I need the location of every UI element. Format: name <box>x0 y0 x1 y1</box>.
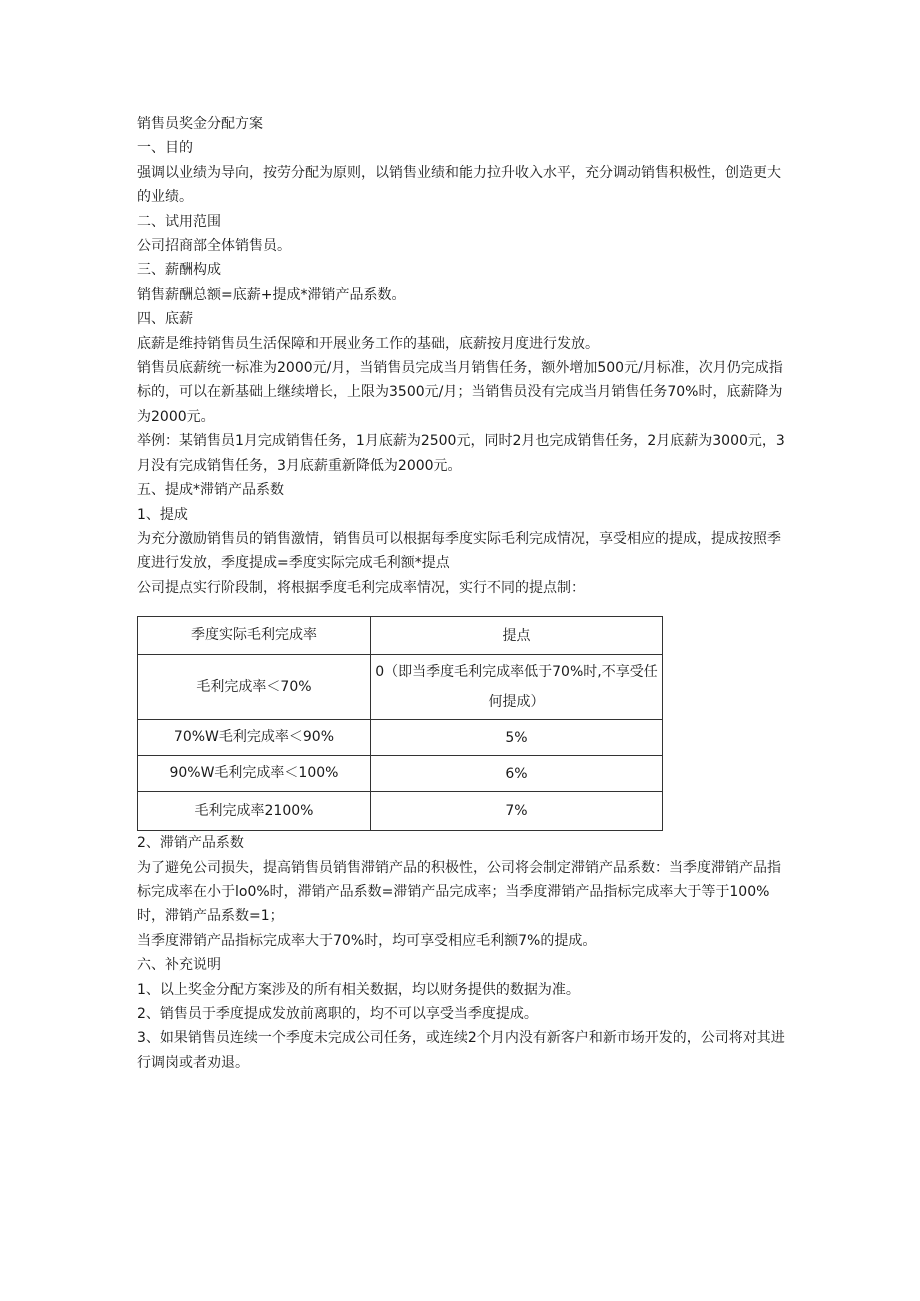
commission-rate-table <box>137 616 663 831</box>
table-header-cell: 季度实际毛利完成率 <box>138 617 371 655</box>
spacer <box>137 600 787 616</box>
table-cell: 90%W毛利完成率＜100% <box>138 756 371 792</box>
table-cell: 毛利完成率2100% <box>138 792 371 831</box>
table-cell: 7% <box>370 792 662 831</box>
subsection-commission-paragraph-1: 为充分激励销售员的销售激情，销售员可以根据每季度实际毛利完成情况，享受相应的提成，提成按照季度进行发放，季度提成=季度实际完成毛利额*提点 <box>137 530 781 572</box>
document-title: 销售员奖金分配方案 <box>137 116 263 132</box>
section-4-paragraph-1: 底薪是维持销售员生活保障和开展业务工作的基础，底薪按月度进行发放。 <box>137 335 599 352</box>
section-2-heading: 二、试用范围 <box>137 213 221 230</box>
subsection-slow-moving-heading: 2、滞销产品系数 <box>137 835 244 852</box>
table-row <box>138 720 663 756</box>
document-body <box>137 112 787 1075</box>
table-header-row <box>138 617 663 655</box>
section-1-paragraph: 强调以业绩为导向，按劳分配为原则，以销售业绩和能力拉升收入水平，充分调动销售积极性，创造更大的业绩。 <box>137 164 781 206</box>
section-1-heading: 一、目的 <box>137 140 193 157</box>
section-6-heading: 六、补充说明 <box>137 957 221 974</box>
table-cell: 70%W毛利完成率＜90% <box>138 720 371 756</box>
supplement-item-1: 1、以上奖金分配方案涉及的所有相关数据，均以财务提供的数据为准。 <box>137 981 580 998</box>
subsection-slow-moving-paragraph-1: 为了避免公司损失，提高销售员销售滞销产品的积极性，公司将会制定滞销产品系数：当季度滞销产品指标完成率在小于lo0%时，滞销产品系数=滞销产品完成率；当季度滞销产品指标完成率大于等于100%时，滞销产品系数=1； <box>137 859 781 925</box>
supplement-item-2: 2、销售员于季度提成发放前离职的，均不可以享受当季度提成。 <box>137 1005 538 1022</box>
table-row <box>138 655 663 720</box>
table-cell: 0（即当季度毛利完成率低于70%时,不享受任何提成） <box>370 655 662 720</box>
table-header-cell: 提点 <box>370 617 662 655</box>
table-cell: 6% <box>370 756 662 792</box>
section-2-paragraph: 公司招商部全体销售员。 <box>137 238 291 255</box>
subsection-commission-heading: 1、提成 <box>137 506 188 523</box>
section-4-paragraph-2: 销售员底薪统一标准为2000元/月，当销售员完成当月销售任务，额外增加500元/月标准，次月仍完成指标的，可以在新基础上继续增长，上限为3500元/月；当销售员没有完成当月销售任务70%时，底薪降为为2000元。 <box>137 360 783 425</box>
section-3-paragraph: 销售薪酬总额=底薪+提成*滞销产品系数。 <box>137 286 406 303</box>
section-5-heading: 五、提成*滞销产品系数 <box>137 482 284 499</box>
table-row <box>138 756 663 792</box>
subsection-commission-paragraph-2: 公司提点实行阶段制，将根据季度毛利完成率情况，实行不同的提点制： <box>137 579 585 596</box>
table-cell: 毛利完成率＜70% <box>138 655 371 720</box>
table-cell: 5% <box>370 720 662 756</box>
section-4-heading: 四、底薪 <box>137 311 193 328</box>
section-4-example: 举例：某销售员1月完成销售任务，1月底薪为2500元，同时2月也完成销售任务，2月底薪为3000元，3月没有完成销售任务，3月底薪重新降低为2000元。 <box>137 433 785 474</box>
supplement-item-3: 3、如果销售员连续一个季度未完成公司任务，或连续2个月内没有新客户和新市场开发的，公司将对其进行调岗或者劝退。 <box>137 1030 785 1071</box>
subsection-slow-moving-paragraph-2: 当季度滞销产品指标完成率大于70%时，均可享受相应毛利额7%的提成。 <box>137 932 597 949</box>
section-3-heading: 三、薪酬构成 <box>137 262 221 279</box>
table-row <box>138 792 663 831</box>
